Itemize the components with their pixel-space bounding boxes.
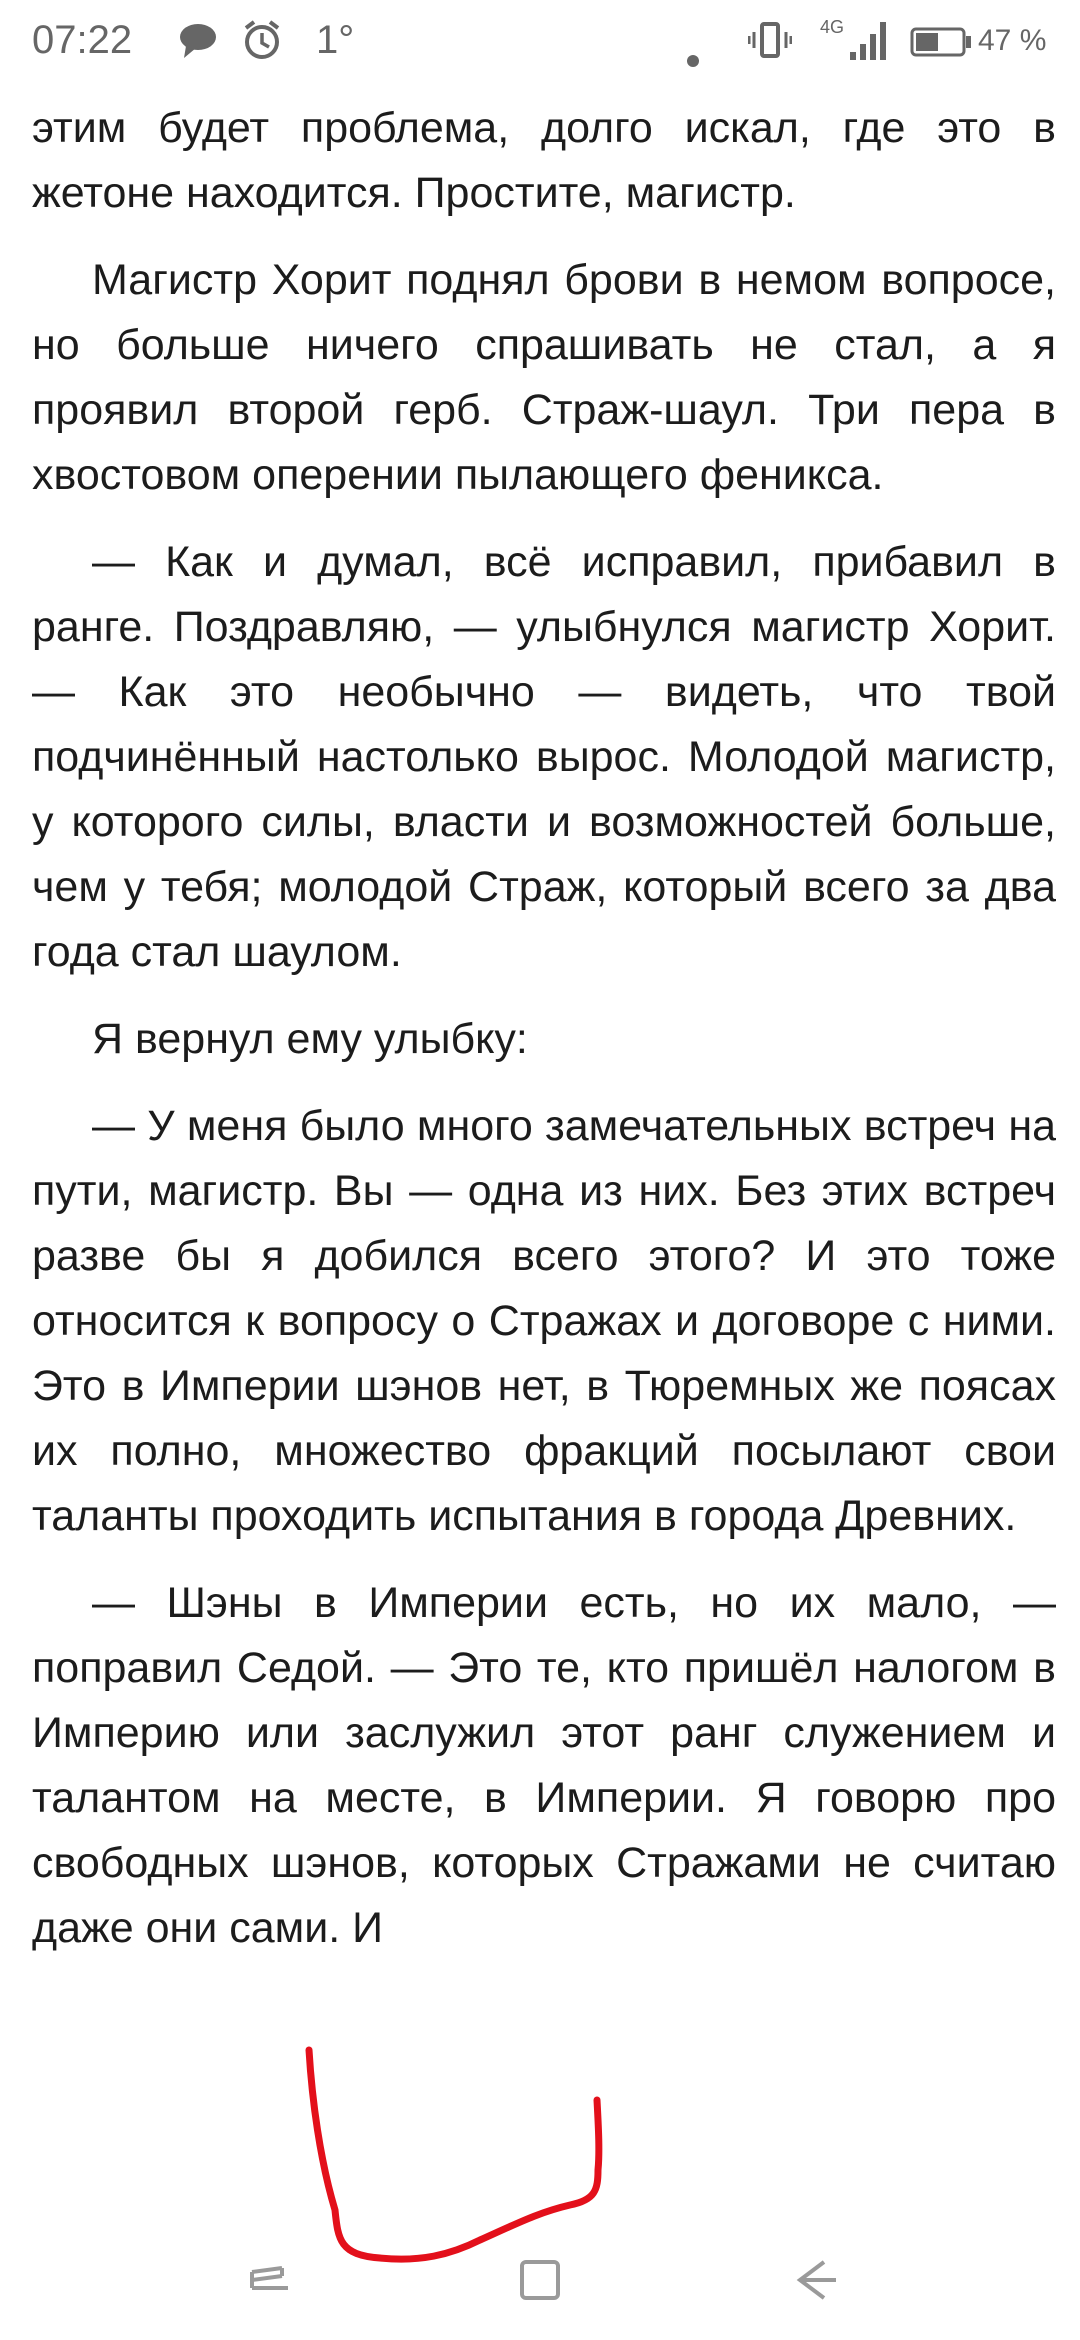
alarm-icon [240,18,284,72]
status-temperature: 1° [316,18,355,62]
message-icon [176,18,220,72]
paragraph: Я вернул ему улыбку: [92,1015,528,1063]
back-icon[interactable] [772,2240,852,2320]
vibrate-icon [748,18,792,72]
status-time: 07:22 [32,18,133,62]
reader-content[interactable] [32,96,1056,2216]
paragraph: — Шэны в Империи есть, но их мало, — поправил Седой. — Это те, кто пришёл налогом в Империю или заслужил этот ранг служением и талантом на месте, в Империи. Я говорю про свободных шэнов, которых Стражами не считаю даже они сами. И [32,1579,1056,1952]
network-type: 4G [820,17,845,37]
paragraph: этим будет проблема, долго искал, где это в жетоне находится. Простите, магистр. [32,104,1056,217]
paragraph: — Как и думал, всё исправил, прибавил в ранге. Поздравляю, — улыбнулся магистр Хорит. — Как это необычно — видеть, что твой подчинённый настолько вырос. Молодой магистр, у которого силы, власти и возможностей больше, чем у тебя; молодой Страж, который всего за два года стал шаулом. [32,538,1056,976]
status-bar [0,0,1080,84]
paragraph: — У меня было много замечательных встреч на пути, магистр. Вы — одна из них. Без этих встреч разве бы я добился всего этого? И это тоже относится к вопросу о Стражах и договоре с ними. Это в Империи шэнов нет, в Тюремных же поясах их полно, множество фракций посылают свои таланты проходить испытания в города Древних. [32,1102,1056,1540]
signal-icon [848,18,892,72]
navigation-bar [0,2220,1080,2340]
battery-percentage: 47 % [978,24,1047,57]
home-icon[interactable] [500,2240,580,2320]
recent-apps-icon[interactable] [234,2240,314,2320]
dot-icon [686,34,700,78]
paragraph: Магистр Хорит поднял брови в немом вопросе, но больше ничего спрашивать не стал, а я проявил второй герб. Страж-шаул. Три пера в хвостовом оперении пылающего феникса. [32,256,1056,499]
battery-icon [910,24,972,68]
